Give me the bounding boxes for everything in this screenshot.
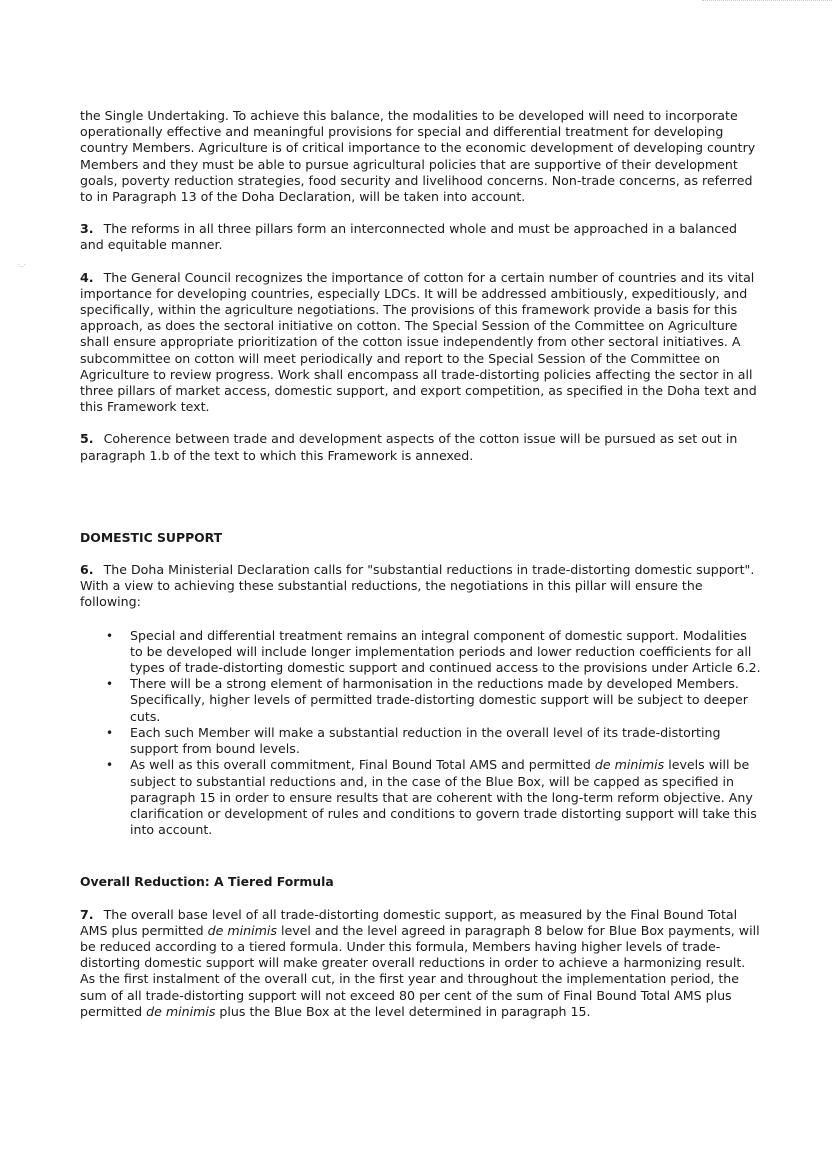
document-page (80, 108, 762, 1020)
spacer (80, 546, 762, 562)
list-item (106, 757, 762, 838)
text-run: As well as this overall commitment, Final Bound Total AMS and permitted (130, 757, 595, 773)
paragraph-3 (80, 221, 762, 253)
bullet-icon: • (106, 758, 114, 773)
paragraph-number: 3. (80, 221, 94, 237)
paragraph-number: 6. (80, 562, 94, 578)
bullet-icon: • (106, 628, 114, 643)
list-item-text (130, 757, 757, 837)
paragraph-4 (80, 270, 762, 416)
spacer (80, 611, 762, 628)
section-heading-domestic-support: DOMESTIC SUPPORT (80, 529, 223, 545)
bullet-icon: • (106, 677, 114, 692)
list-item-text: There will be a strong element of harmonisation in the reductions made by developed Members. Specifically, higher levels of permitted trade-distorting domestic support will be subject to deeper cuts. (130, 676, 748, 724)
bullet-icon: • (106, 725, 114, 740)
list-item (106, 676, 762, 725)
paragraph-5 (80, 431, 762, 463)
paragraph-text: The reforms in all three pillars form an interconnected whole and must be approached in a balanced and equitable manner. (80, 221, 738, 253)
section-heading-overall-reduction: Overall Reduction: A Tiered Formula (80, 874, 334, 890)
italic-term: de minimis (594, 757, 665, 773)
paragraph-continuation: the Single Undertaking. To achieve this balance, the modalities to be developed will need to incorporate operationally effective and meaningful provisions for special and differential treatment for developing country Members. Agriculture is of critical importance to the economic development of developing country Members and they must be able to pursue agricultural policies that are supportive of their development goals, poverty reduction strategies, food security and livelihood concerns. Non-trade concerns, as referred to in Paragraph 13 of the Doha Declaration, will be taken into account. (80, 108, 756, 205)
paragraph-6 (80, 562, 762, 611)
paragraph-number: 7. (80, 906, 94, 922)
text-run: levels will be subject to substantial reductions and, in the case of the Blue Box, will be capped as specified in paragraph 15 in order to ensure results that are coherent with the long-term reform objective. Any clarification or development of rules and conditions to govern trade distorting support will take this into account. (130, 757, 757, 838)
paragraph-text: The Doha Ministerial Declaration calls for "substantial reductions in trade-distorting domestic support". With a view to achieving these substantial reductions, the negotiations in this pillar will ensure the following: (80, 562, 755, 610)
italic-term: de minimis (207, 922, 277, 938)
paragraph-text: The General Council recognizes the importance of cotton for a certain number of countries and its vital importance for developing countries, especially LDCs. It will be addressed ambitiously, expeditiously, and specifically, within the agriculture negotiations. The provisions of this framework provide a basis for this approach, as does the sectoral initiative on cotton. The Special Session of the Committee on Agriculture shall ensure appropriate prioritization of the cotton issue independently from other sectoral initiatives. A subcommittee on cotton will meet periodically and report to the Special Session of the Committee on Agriculture to review progress. Work shall encompass all trade-distorting policies affecting the sector in all three pillars of market access, domestic support, and export competition, as specified in the Doha text and this Framework text. (80, 269, 757, 415)
bullet-list (80, 628, 762, 839)
spacer (80, 254, 762, 270)
text-run: level and the level agreed in paragraph 8 below for Blue Box payments, will be reduced according to a tiered formula. Under this formula, Members having higher levels of trade-distorting domestic support will make greater overall reductions in order to achieve a harmonizing result. As the first instalment of the overall cut, in the first year and throughout the implementation period, the sum of all trade-distorting support will not exceed 80 per cent of the sum of Final Bound Total AMS plus permitted (80, 922, 760, 1019)
paragraph-number: 5. (80, 431, 94, 447)
spacer (80, 415, 762, 431)
text-run: plus the Blue Box at the level determined in paragraph 15. (215, 1003, 591, 1019)
text-run: The overall base level of all trade-distorting domestic support, as measured by the Final Bound Total AMS plus permitted (80, 906, 738, 938)
list-item-text: Each such Member will make a substantial reduction in the overall level of its trade-distorting support from bound levels. (130, 724, 721, 757)
scan-artifact-top (702, 0, 832, 4)
paragraph-number: 4. (80, 269, 94, 285)
paragraph-7 (80, 907, 762, 1020)
spacer (80, 205, 762, 221)
list-item-text: Special and differential treatment remains an integral component of domestic support. Modalities to be developed will include longer implementation periods and lower reduction coefficients for all types of trade-distorting domestic support and continued access to the provisions under Article 6.2. (130, 627, 761, 676)
spacer (80, 838, 762, 874)
scan-artifact-margin: ·‥· (18, 262, 26, 269)
spacer (80, 891, 762, 907)
list-item (106, 724, 762, 757)
italic-term: de minimis (146, 1003, 216, 1019)
spacer (80, 464, 762, 530)
list-item (106, 627, 762, 677)
paragraph-text: Coherence between trade and development aspects of the cotton issue will be pursued as set out in paragraph 1.b of the text to which this Framework is annexed. (80, 431, 738, 463)
